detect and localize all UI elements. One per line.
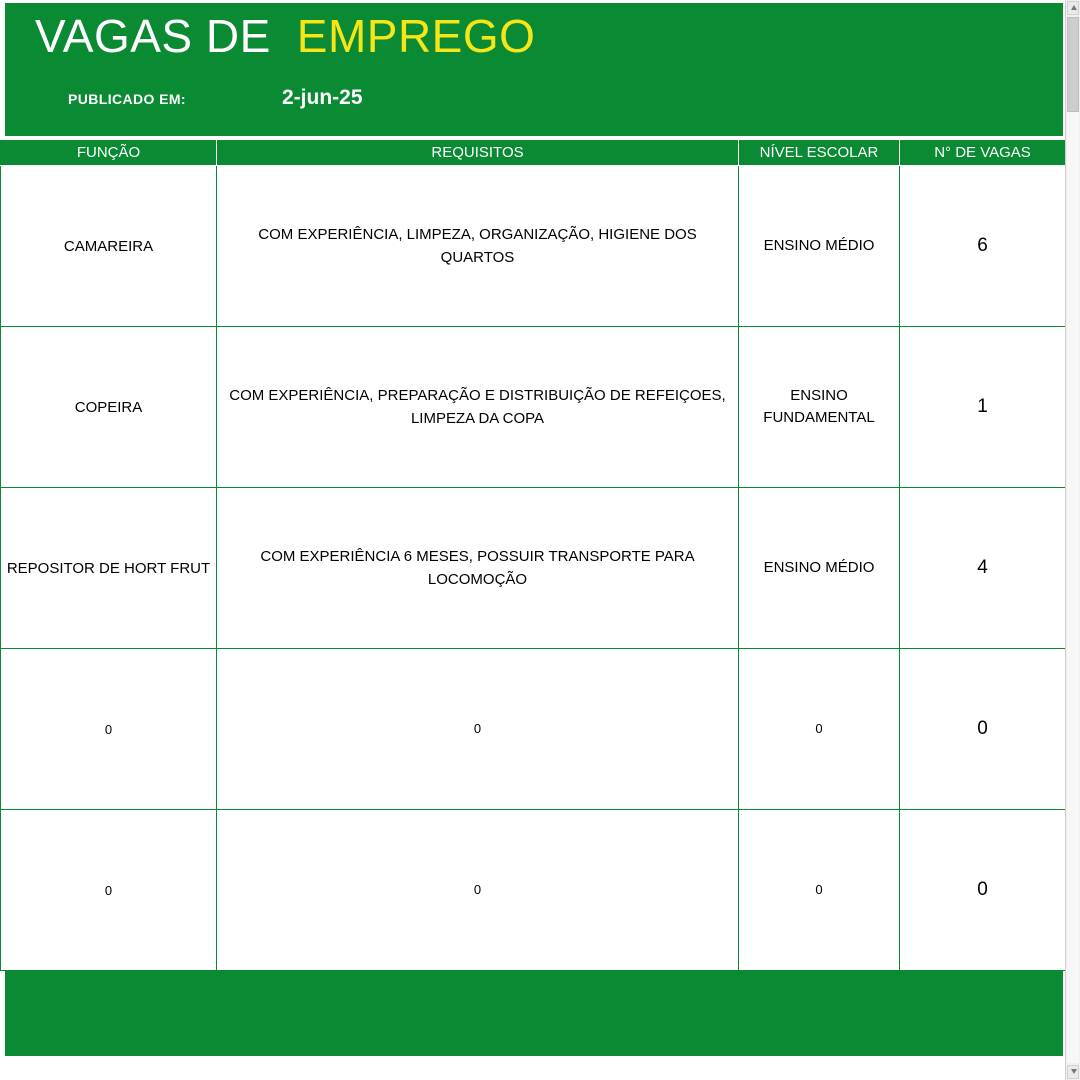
column-header-n-de-vagas: N° DE VAGAS [900,140,1066,166]
footer-band [5,971,1063,1056]
cell-requisitos: COM EXPERIÊNCIA 6 MESES, POSSUIR TRANSPORTE PARA LOCOMOÇÃO [217,488,739,649]
cell-nivel-escolar: ENSINO FUNDAMENTAL [739,327,900,488]
cell-requisitos: COM EXPERIÊNCIA, LIMPEZA, ORGANIZAÇÃO, HIGIENE DOS QUARTOS [217,166,739,327]
table-row [1,488,1066,649]
table-header [1,140,1066,166]
cell-n-de-vagas: 1 [900,327,1066,488]
scrollbar-track[interactable] [1067,17,1079,1063]
published-date: 2-jun-25 [282,86,363,109]
table-row [1,166,1066,327]
cell-n-de-vagas: 0 [900,649,1066,810]
cell-nivel-escolar: 0 [739,810,900,971]
table-header-row [1,140,1066,166]
jobs-table [0,139,1066,971]
cell-funcao: REPOSITOR DE HORT FRUT [1,488,217,649]
page-title [35,10,536,62]
cell-funcao: COPEIRA [1,327,217,488]
scrollbar-thumb[interactable] [1067,17,1079,112]
column-header-funcao: FUNÇÃO [1,140,217,166]
published-label: PUBLICADO EM: [68,91,186,107]
scroll-down-arrow-icon[interactable] [1067,1065,1079,1079]
cell-nivel-escolar: ENSINO MÉDIO [739,488,900,649]
cell-funcao: 0 [1,810,217,971]
header-banner [5,3,1063,136]
cell-nivel-escolar: ENSINO MÉDIO [739,166,900,327]
column-header-nivel-escolar: NÍVEL ESCOLAR [739,140,900,166]
cell-funcao: CAMAREIRA [1,166,217,327]
table-row [1,810,1066,971]
cell-n-de-vagas: 0 [900,810,1066,971]
cell-n-de-vagas: 6 [900,166,1066,327]
cell-requisitos: COM EXPERIÊNCIA, PREPARAÇÃO E DISTRIBUIÇÃO DE REFEIÇOES, LIMPEZA DA COPA [217,327,739,488]
cell-n-de-vagas: 4 [900,488,1066,649]
table-row [1,649,1066,810]
table-row [1,327,1066,488]
title-vagas-de: VAGAS DE [35,10,271,62]
title-emprego: EMPREGO [296,10,536,62]
scroll-up-arrow-icon[interactable] [1067,1,1079,15]
bottom-margin [0,1056,1065,1080]
cell-nivel-escolar: 0 [739,649,900,810]
cell-funcao: 0 [1,649,217,810]
cell-requisitos: 0 [217,649,739,810]
cell-requisitos: 0 [217,810,739,971]
table-body [1,166,1066,971]
vertical-scrollbar[interactable] [1065,0,1080,1080]
column-header-requisitos: REQUISITOS [217,140,739,166]
